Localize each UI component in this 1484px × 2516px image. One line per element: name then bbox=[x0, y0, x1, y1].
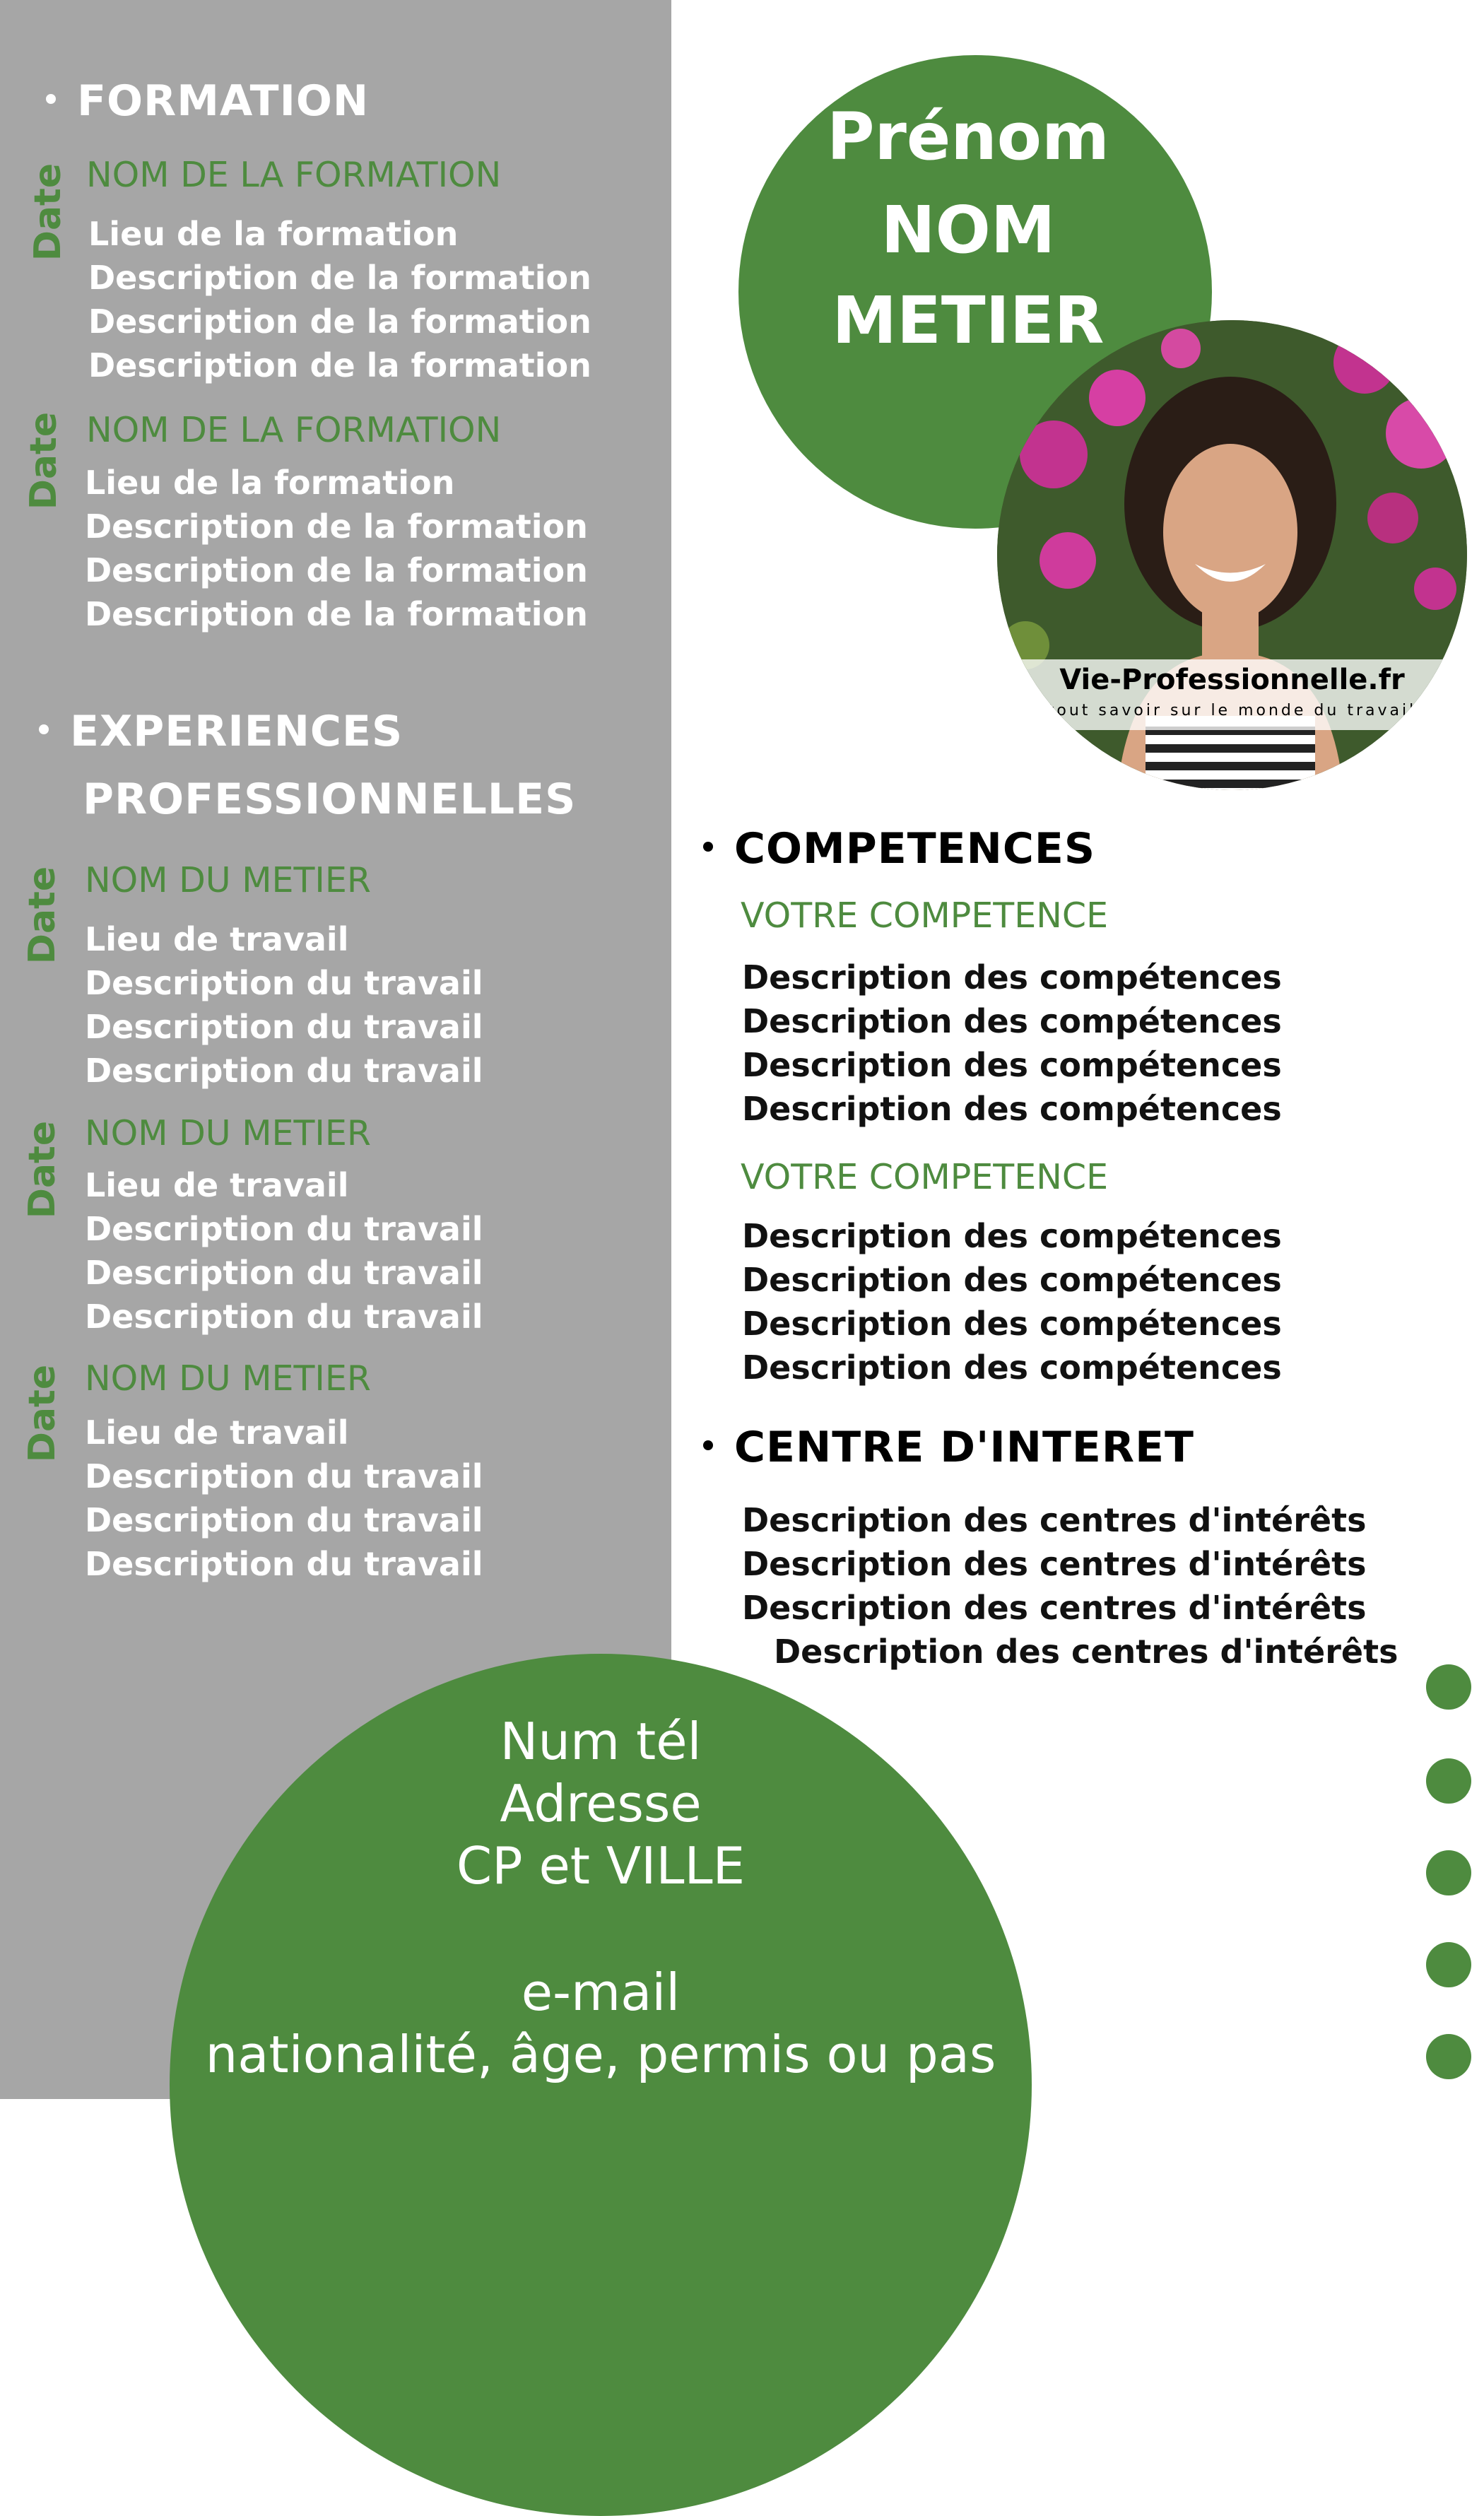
competence-1-line: Description des compétences bbox=[742, 1090, 1282, 1128]
formation-2-line: Description de la formation bbox=[85, 595, 588, 633]
watermark-title: Vie-Professionnelle.fr bbox=[1059, 664, 1405, 696]
experience-2-name: NOM DU METIER bbox=[85, 1113, 371, 1153]
formation-1-line: Description de la formation bbox=[88, 259, 591, 297]
formation-2-line: Lieu de la formation bbox=[85, 464, 455, 502]
formation-1-details bbox=[88, 212, 591, 387]
competence-2-line: Description des compétences bbox=[742, 1348, 1282, 1387]
contact-phone: Num tél bbox=[500, 1712, 702, 1771]
experience-1-details bbox=[85, 917, 483, 1093]
experience-2-line: Description du travail bbox=[85, 1210, 483, 1248]
experience-2-line: Description du travail bbox=[85, 1254, 483, 1292]
bullet-icon bbox=[39, 724, 49, 734]
decorative-dot bbox=[1426, 1942, 1471, 1987]
experience-1-line: Description du travail bbox=[85, 1008, 483, 1046]
competences-title: COMPETENCES bbox=[734, 824, 1096, 874]
competence-1-line: Description des compétences bbox=[742, 1002, 1282, 1040]
interests-heading bbox=[703, 1413, 1194, 1481]
experience-3-details bbox=[85, 1411, 483, 1586]
experience-1-name: NOM DU METIER bbox=[85, 860, 371, 900]
competence-2-name: VOTRE COMPETENCE bbox=[741, 1157, 1109, 1197]
competence-2-line: Description des compétences bbox=[742, 1261, 1282, 1299]
experience-3-date: Date bbox=[21, 1364, 64, 1463]
experiences-title-line1: EXPERIENCES bbox=[70, 707, 404, 756]
interest-line: Description des centres d'intérêts bbox=[774, 1633, 1398, 1671]
interests-details bbox=[742, 1498, 1398, 1674]
formation-2-details bbox=[85, 461, 588, 636]
bullet-icon bbox=[703, 842, 713, 852]
experience-1-line: Lieu de travail bbox=[85, 920, 349, 958]
competence-2-line: Description des compétences bbox=[742, 1217, 1282, 1255]
contact-details: nationalité, âge, permis ou pas bbox=[205, 2025, 996, 2084]
experience-3-line: Description du travail bbox=[85, 1457, 483, 1495]
first-name: Prénom bbox=[827, 99, 1109, 175]
experience-2-line: Lieu de travail bbox=[85, 1166, 349, 1204]
interests-title: CENTRE D'INTERET bbox=[734, 1423, 1194, 1472]
formation-2-line: Description de la formation bbox=[85, 551, 588, 589]
profile-photo bbox=[997, 320, 1467, 790]
last-name: NOM bbox=[881, 192, 1056, 268]
decorative-dot bbox=[1426, 1664, 1471, 1710]
experience-1-line: Description du travail bbox=[85, 1052, 483, 1090]
decorative-dot bbox=[1426, 2034, 1471, 2079]
competence-1-line: Description des compétences bbox=[742, 958, 1282, 997]
experiences-title-line2: PROFESSIONNELLES bbox=[83, 775, 577, 824]
contact-address: Adresse bbox=[500, 1774, 702, 1833]
competences-heading bbox=[703, 815, 1095, 883]
experience-2-date: Date bbox=[21, 1120, 64, 1219]
formation-2-date: Date bbox=[23, 411, 65, 510]
contact-city: CP et VILLE bbox=[456, 1836, 746, 1895]
formation-1-line: Description de la formation bbox=[88, 346, 591, 384]
competence-1-line: Description des compétences bbox=[742, 1046, 1282, 1084]
interest-line: Description des centres d'intérêts bbox=[742, 1545, 1367, 1583]
decorative-dot bbox=[1426, 1850, 1471, 1895]
formation-1-name: NOM DE LA FORMATION bbox=[86, 155, 502, 195]
experience-3-line: Description du travail bbox=[85, 1545, 483, 1583]
formation-1-date: Date bbox=[27, 163, 69, 261]
formation-2-line: Description de la formation bbox=[85, 507, 588, 546]
formation-1-line: Lieu de la formation bbox=[88, 215, 459, 253]
interest-line: Description des centres d'intérêts bbox=[742, 1501, 1367, 1539]
decorative-dot bbox=[1426, 1758, 1471, 1804]
formation-1-line: Description de la formation bbox=[88, 302, 591, 341]
competence-2-line: Description des compétences bbox=[742, 1305, 1282, 1343]
experience-3-name: NOM DU METIER bbox=[85, 1358, 371, 1399]
competence-1-name: VOTRE COMPETENCE bbox=[741, 895, 1109, 936]
experiences-heading-line2 bbox=[83, 765, 576, 833]
bullet-icon bbox=[703, 1440, 713, 1450]
formation-2-name: NOM DE LA FORMATION bbox=[86, 410, 502, 450]
bullet-icon bbox=[46, 94, 56, 104]
experience-2-details bbox=[85, 1163, 483, 1339]
experience-1-line: Description du travail bbox=[85, 964, 483, 1002]
job-title: METIER bbox=[832, 283, 1105, 358]
formation-title: FORMATION bbox=[77, 76, 370, 126]
watermark-tagline: tout savoir sur le monde du travail bbox=[1047, 702, 1417, 719]
interest-line: Description des centres d'intérêts bbox=[742, 1589, 1367, 1627]
formation-heading bbox=[46, 67, 369, 135]
competence-2-details bbox=[742, 1214, 1282, 1389]
experience-1-date: Date bbox=[21, 866, 64, 965]
contact-email: e-mail bbox=[521, 1963, 681, 2022]
experience-3-line: Description du travail bbox=[85, 1501, 483, 1539]
experiences-heading bbox=[39, 698, 403, 765]
competence-1-details bbox=[742, 956, 1282, 1131]
experience-2-line: Description du travail bbox=[85, 1298, 483, 1336]
experience-3-line: Lieu de travail bbox=[85, 1413, 349, 1452]
